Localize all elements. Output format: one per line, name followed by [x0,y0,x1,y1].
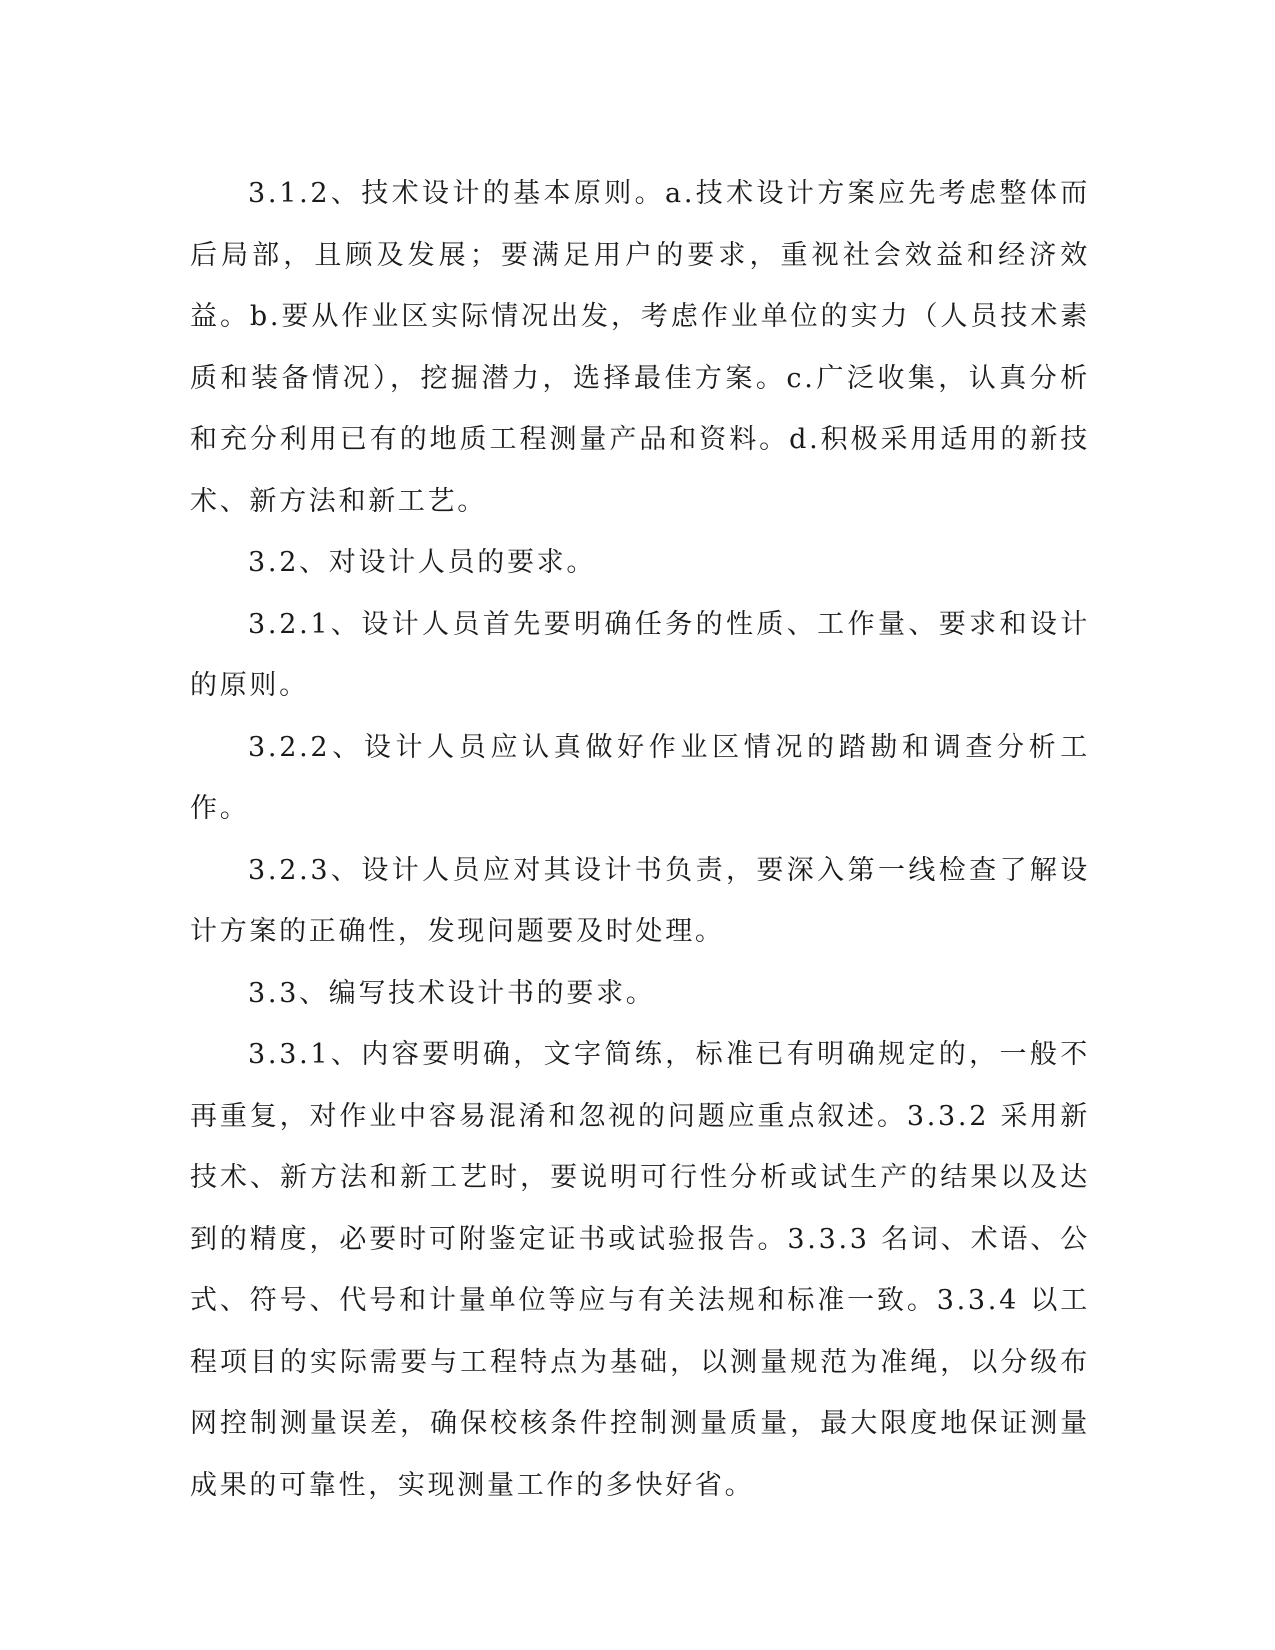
paragraph-3-1-2: 3.1.2、技术设计的基本原则。a.技术设计方案应先考虑整体而后局部，且顾及发展；要满足用户的要求，重视社会效益和经济效益。b.要从作业区实际情况出发，考虑作业单位的实力（人员技术素质和装备情况），挖掘潜力，选择最佳方案。c.广泛收集，认真分析和充分利用已有的地质工程测量产品和资料。d.积极采用适用的新技术、新方法和新工艺。 [190,178,1090,517]
paragraph-3-3: 3.3、编写技术设计书的要求。 [248,977,656,1009]
paragraph-3-2-3: 3.2.3、设计人员应对其设计书负责，要深入第一线检查了解设计方案的正确性，发现问题要及时处理。 [190,854,1090,947]
paragraph-3-2-1: 3.2.1、设计人员首先要明确任务的性质、工作量、要求和设计的原则。 [190,608,1090,701]
paragraph-3-3-1: 3.3.1、内容要明确，文字简练，标准已有明确规定的，一般不再重复，对作业中容易混淆和忽视的问题应重点叙述。3.3.2 采用新技术、新方法和新工艺时，要说明可行性分析或试生产的结果以及达到的精度，必要时可附鉴定证书或试验报告。3.3.3 名词、术语、公式、符号、代号和计量单位等应与有关法规和标准一致。3.3.4 以工程项目的实际需要与工程特点为基础，以测量规范为准绳，以分级布网控制测量误差，确保校核条件控制测量质量，最大限度地保证测量成果的可靠性，实现测量工作的多快好省。 [190,1039,1090,1501]
paragraph-3-2-2: 3.2.2、设计人员应认真做好作业区情况的踏勘和调查分析工作。 [190,731,1090,824]
document-body [190,163,1090,1516]
paragraph-3-2: 3.2、对设计人员的要求。 [248,547,597,578]
